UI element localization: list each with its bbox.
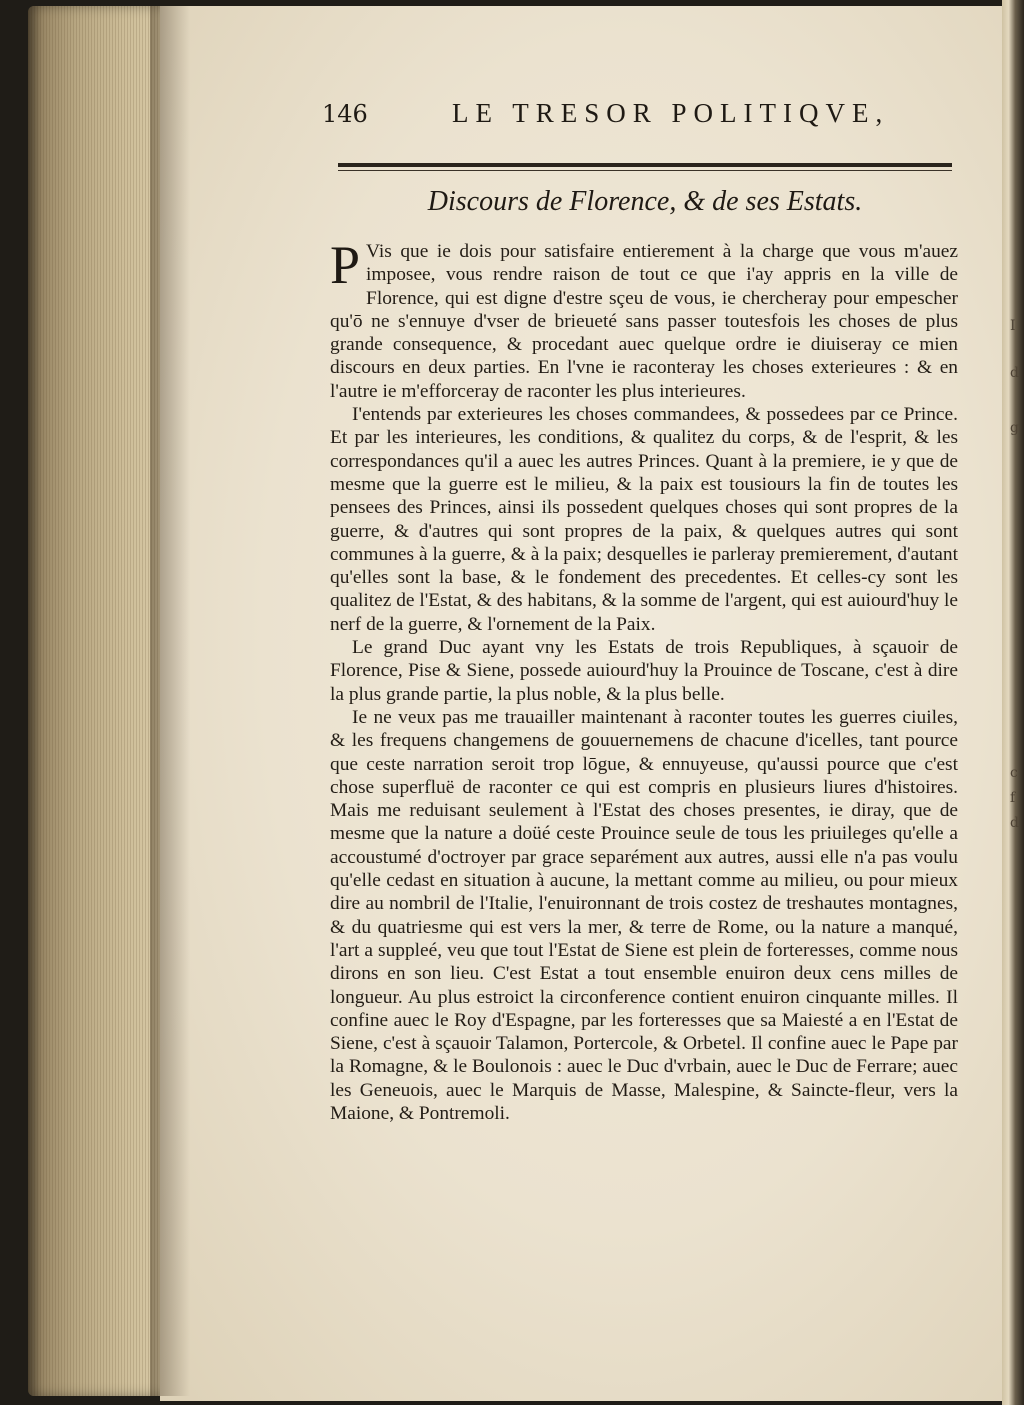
page-number: 146: [322, 100, 368, 128]
paragraph-4: Ie ne veux pas me trauailler maintenant à raconter toutes les guerres ciuiles, & les frequens changemens de gouuernemens de chacune d'icelles, tant pource que ceste narration seroit trop lōgue, & ennuyeuse, qu'aussi pource que c'est chose superfluë de raconter ce qui est compris en plusieurs liures d'histoires. Mais me reduisant seulement à l'Estat des choses presentes, ie diray, que de mesme que la nature a doüé ceste Prouince seule de tous les priuileges qu'elle a accoustumé d'octroyer par grace separément aux autres, aussi elle n'a pas voulu qu'elle cedast en situation à aucune, la mettant comme au milieu, ou pour mieux dire au nombril de l'Italie, l'enuironnant de trois costez de treshautes montagnes, & du quatriesme qui est vers la mer, & terre de Rome, ou la nature a manqué, l'art a suppleé, veu que tout l'Estat de Siene est plein de forteresses, comme nous dirons en son lieu. C'est Estat a tout ensemble enuiron deux cens milles de longueur. Au plus estroict la circonference contient enuiron cinquante milles. Il confine auec le Roy d'Espagne, par les forteresses que sa Maiesté a en l'Estat de Siene, c'est à sçauoir Talamon, Portercole, & Orbetel. Il confine auec le Pape par la Romagne, & le Boulonois : auec le Duc d'vrbain, auec le Duc de Ferrare; auec les Geneuois, auec le Marquis de Masse, Malespine, & Saincte-fleur, vers la Maione, & Pontremoli.: [330, 706, 958, 1124]
bleed-letter: g: [1010, 420, 1019, 436]
paragraph-2: I'entends par exterieures les choses commandees, & possedees par ce Prince. Et par les interieures, les conditions, & qualitez du corps, & de l'esprit, & les correspondances qu'il a auec les autres Princes. Quant à la premiere, ie y que de mesme que la guerre est le milieu, & la paix est tousiours la fin de toutes les pensees des Princes, ainsi ils possedent quelques choses qui sont propres de la guerre, & d'autres qui sont propres de la paix, & quelques autres qui sont communes à la guerre, & à la paix; desquelles ie parleray premierement, d'autant qu'elles sont la base, & le fondement des precedentes. Et celles-cy sont les qualitez de l'Estat, & des habitans, & la somme de l'argent, qui est auiourd'huy le nerf de la guerre, & l'ornement de la Paix.: [330, 404, 958, 635]
book-fore-edge: [28, 6, 166, 1396]
body-text: [330, 235, 958, 1125]
bleed-letter: d: [1010, 815, 1019, 831]
facing-page-edge: [1002, 0, 1024, 1405]
page-header: [322, 98, 962, 138]
section-heading: Discours de Florence, & de ses Estats.: [427, 186, 863, 217]
paragraph-1: [330, 235, 958, 403]
header-rule-thin: [338, 170, 952, 171]
paragraph-1-text: Vis que ie dois pour satisfaire entierement à la charge que vous m'auez imposee, vous rendre raison de tout ce que i'ay appris en la ville de Florence, qui est digne d'estre sçeu de vous, ie chercheray pour empescher qu'ō ne s'ennuye d'vser de brieueté sans passer toutesfois les choses de plus grande consequence, & procedant auec quelque ordre ie diuiseray ce mien discours en deux parties. En l'vne ie raconteray les choses exterieures : & en l'autre ie m'efforceray de raconter les plus interieures.: [330, 241, 958, 402]
header-rule: [338, 163, 952, 167]
paragraph-3: Le grand Duc ayant vny les Estats de trois Republiques, à sçauoir de Florence, Pise & Siene, possede auiourd'huy la Prouince de Toscane, c'est à dire la plus grande partie, la plus noble, & la plus belle.: [330, 637, 958, 705]
bleed-letter: I: [1010, 318, 1016, 334]
bleed-letter: d: [1010, 365, 1019, 381]
bleed-letter: f: [1010, 790, 1016, 806]
drop-cap: P: [330, 235, 361, 295]
running-title: LE TRESOR POLITIQVE,: [452, 98, 890, 128]
bleed-letter: c: [1010, 765, 1018, 781]
gutter-shadow: [150, 6, 190, 1396]
